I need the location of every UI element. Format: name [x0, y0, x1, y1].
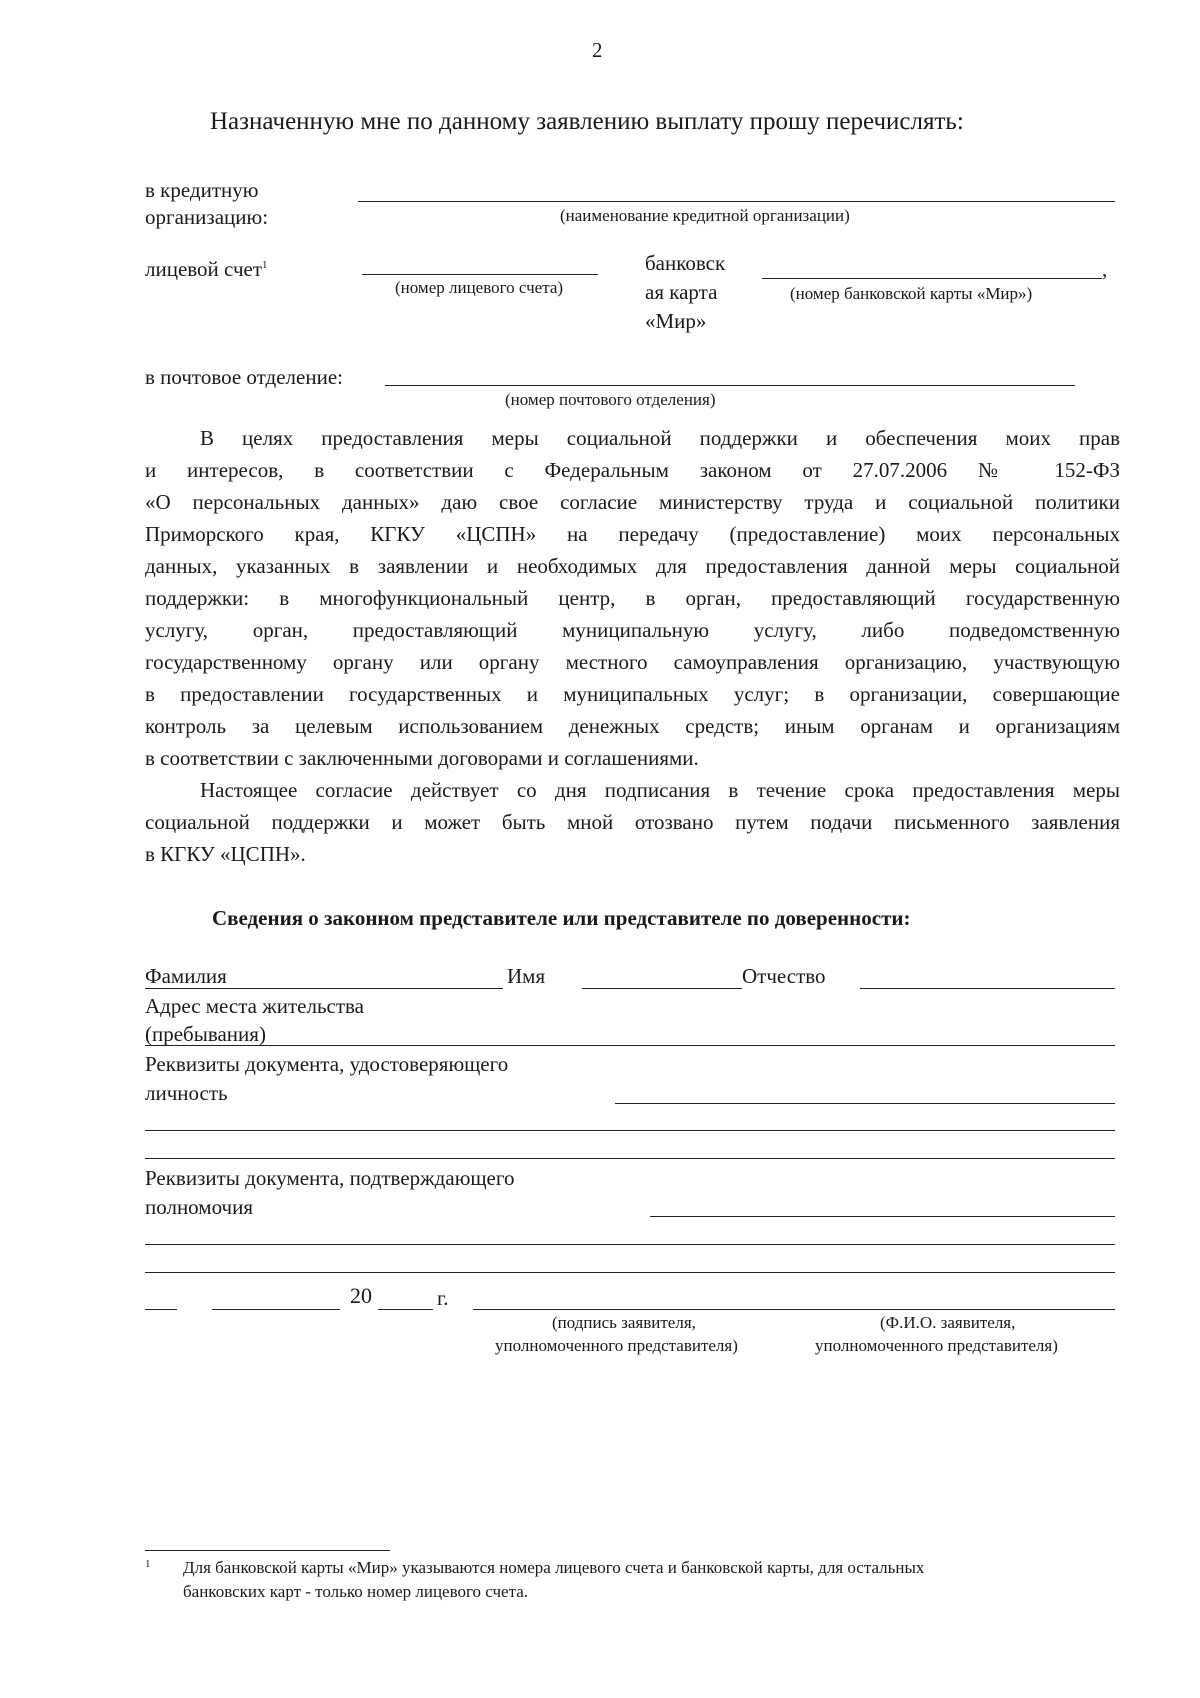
- auth-doc-label-line2: полномочия: [145, 1195, 253, 1219]
- fio-caption-line1: (Ф.И.О. заявителя,: [880, 1313, 1016, 1332]
- footnote-line2: банковских карт - только номер лицевого счета.: [183, 1582, 529, 1601]
- card-label-line1: банковск: [645, 251, 726, 275]
- consent-line: в предоставлении государственных и муниципальных услуг; в организации, совершающие: [145, 682, 1120, 706]
- fio-caption-line2: уполномоченного представителя): [815, 1336, 1058, 1355]
- date-day-field[interactable]: [145, 1309, 177, 1310]
- rep-section-title: Сведения о законном представителе или представителе по доверенности:: [212, 906, 911, 930]
- consent-line: в соответствии с заключенными договорами и соглашениями.: [145, 746, 699, 770]
- date-year-field[interactable]: [378, 1309, 433, 1310]
- id-doc-field-extra[interactable]: [145, 1130, 1115, 1131]
- sign-caption-line1: (подпись заявителя,: [552, 1313, 696, 1332]
- validity-line: в КГКУ «ЦСПН».: [145, 842, 306, 866]
- consent-line: контроль за целевым использованием денежных средств; иным органам и организациям: [145, 714, 1120, 738]
- surname-field[interactable]: [145, 988, 503, 989]
- post-office-field[interactable]: [385, 385, 1075, 386]
- id-doc-label-line2: личность: [145, 1081, 228, 1105]
- auth-doc-label-line1: Реквизиты документа, подтверждающего: [145, 1166, 515, 1190]
- account-label: лицевой счет$^1$: [145, 257, 268, 281]
- patronymic-field[interactable]: [860, 988, 1115, 989]
- footnote-separator: [145, 1550, 390, 1551]
- credit-org-field[interactable]: [358, 201, 1115, 202]
- date-year-prefix: 20: [350, 1283, 372, 1308]
- account-number-field[interactable]: [362, 274, 598, 275]
- page-number: 2: [592, 38, 603, 62]
- credit-org-label-line2: организацию:: [145, 205, 269, 229]
- validity-line: социальной поддержки и может быть мной отозвано путем подачи письменного заявления: [145, 810, 1120, 834]
- id-doc-field[interactable]: [615, 1103, 1115, 1104]
- card-trailing-comma: ,: [1102, 257, 1108, 281]
- name-label: Имя: [507, 964, 546, 988]
- date-year-suffix: г.: [437, 1286, 449, 1310]
- consent-line: поддержки: в многофункциональный центр, в орган, предоставляющий государственную: [145, 586, 1120, 610]
- consent-line: данных, указанных в заявлении и необходимых для предоставления данной меры социальной: [145, 554, 1120, 578]
- surname-label: Фамилия: [145, 964, 227, 988]
- consent-line: государственному органу или органу местного самоуправления организацию, участвующую: [145, 650, 1120, 674]
- validity-line: Настоящее согласие действует со дня подписания в течение срока предоставления меры: [200, 778, 1120, 802]
- card-label-line3: «Мир»: [645, 309, 707, 333]
- post-label: в почтовое отделение:: [145, 365, 343, 389]
- auth-doc-field[interactable]: [650, 1216, 1115, 1217]
- validity-paragraph: [145, 774, 1120, 870]
- card-label-line2: ая карта: [645, 280, 718, 304]
- id-doc-field-extra[interactable]: [145, 1158, 1115, 1159]
- credit-org-label-line1: в кредитную: [145, 178, 259, 202]
- page-heading: Назначенную мне по данному заявлению выплату прошу перечислять:: [210, 108, 964, 135]
- footnote-mark: 1: [145, 1558, 151, 1570]
- account-number-caption: (номер лицевого счета): [395, 278, 564, 297]
- consent-line: «О персональных данных» даю свое согласие министерству труда и социальной политики: [145, 490, 1120, 514]
- address-label-line1: Адрес места жительства: [145, 994, 364, 1018]
- consent-line: Приморского края, КГКУ «ЦСПН» на передачу (предоставление) моих персональных: [145, 522, 1120, 546]
- id-doc-label-line1: Реквизиты документа, удостоверяющего: [145, 1052, 509, 1076]
- date-month-field[interactable]: [212, 1309, 340, 1310]
- name-field[interactable]: [582, 988, 742, 989]
- card-number-caption: (номер банковской карты «Мир»): [790, 284, 1033, 303]
- address-label-line2: (пребывания): [145, 1022, 266, 1046]
- consent-line: В целях предоставления меры социальной поддержки и обеспечения моих прав: [200, 426, 1120, 450]
- footnote-line1: Для банковской карты «Мир» указываются номера лицевого счета и банковской карты, для остальных: [183, 1558, 925, 1577]
- auth-doc-field-extra[interactable]: [145, 1244, 1115, 1245]
- sign-caption-line2: уполномоченного представителя): [495, 1336, 738, 1355]
- card-number-field[interactable]: [762, 278, 1102, 279]
- auth-doc-field-extra[interactable]: [145, 1272, 1115, 1273]
- patronymic-label: Отчество: [742, 964, 826, 988]
- signature-field[interactable]: [473, 1309, 1115, 1310]
- consent-paragraph: [145, 422, 1120, 774]
- footnote-ref: 1: [262, 259, 268, 271]
- post-office-caption: (номер почтового отделения): [505, 390, 716, 409]
- credit-org-caption: (наименование кредитной организации): [560, 206, 850, 225]
- consent-line: услугу, орган, предоставляющий муниципальную услугу, либо подведомственную: [145, 618, 1120, 642]
- address-field[interactable]: [145, 1045, 1115, 1046]
- consent-line: и интересов, в соответствии с Федеральным законом от 27.07.2006 № 152-ФЗ: [145, 458, 1120, 482]
